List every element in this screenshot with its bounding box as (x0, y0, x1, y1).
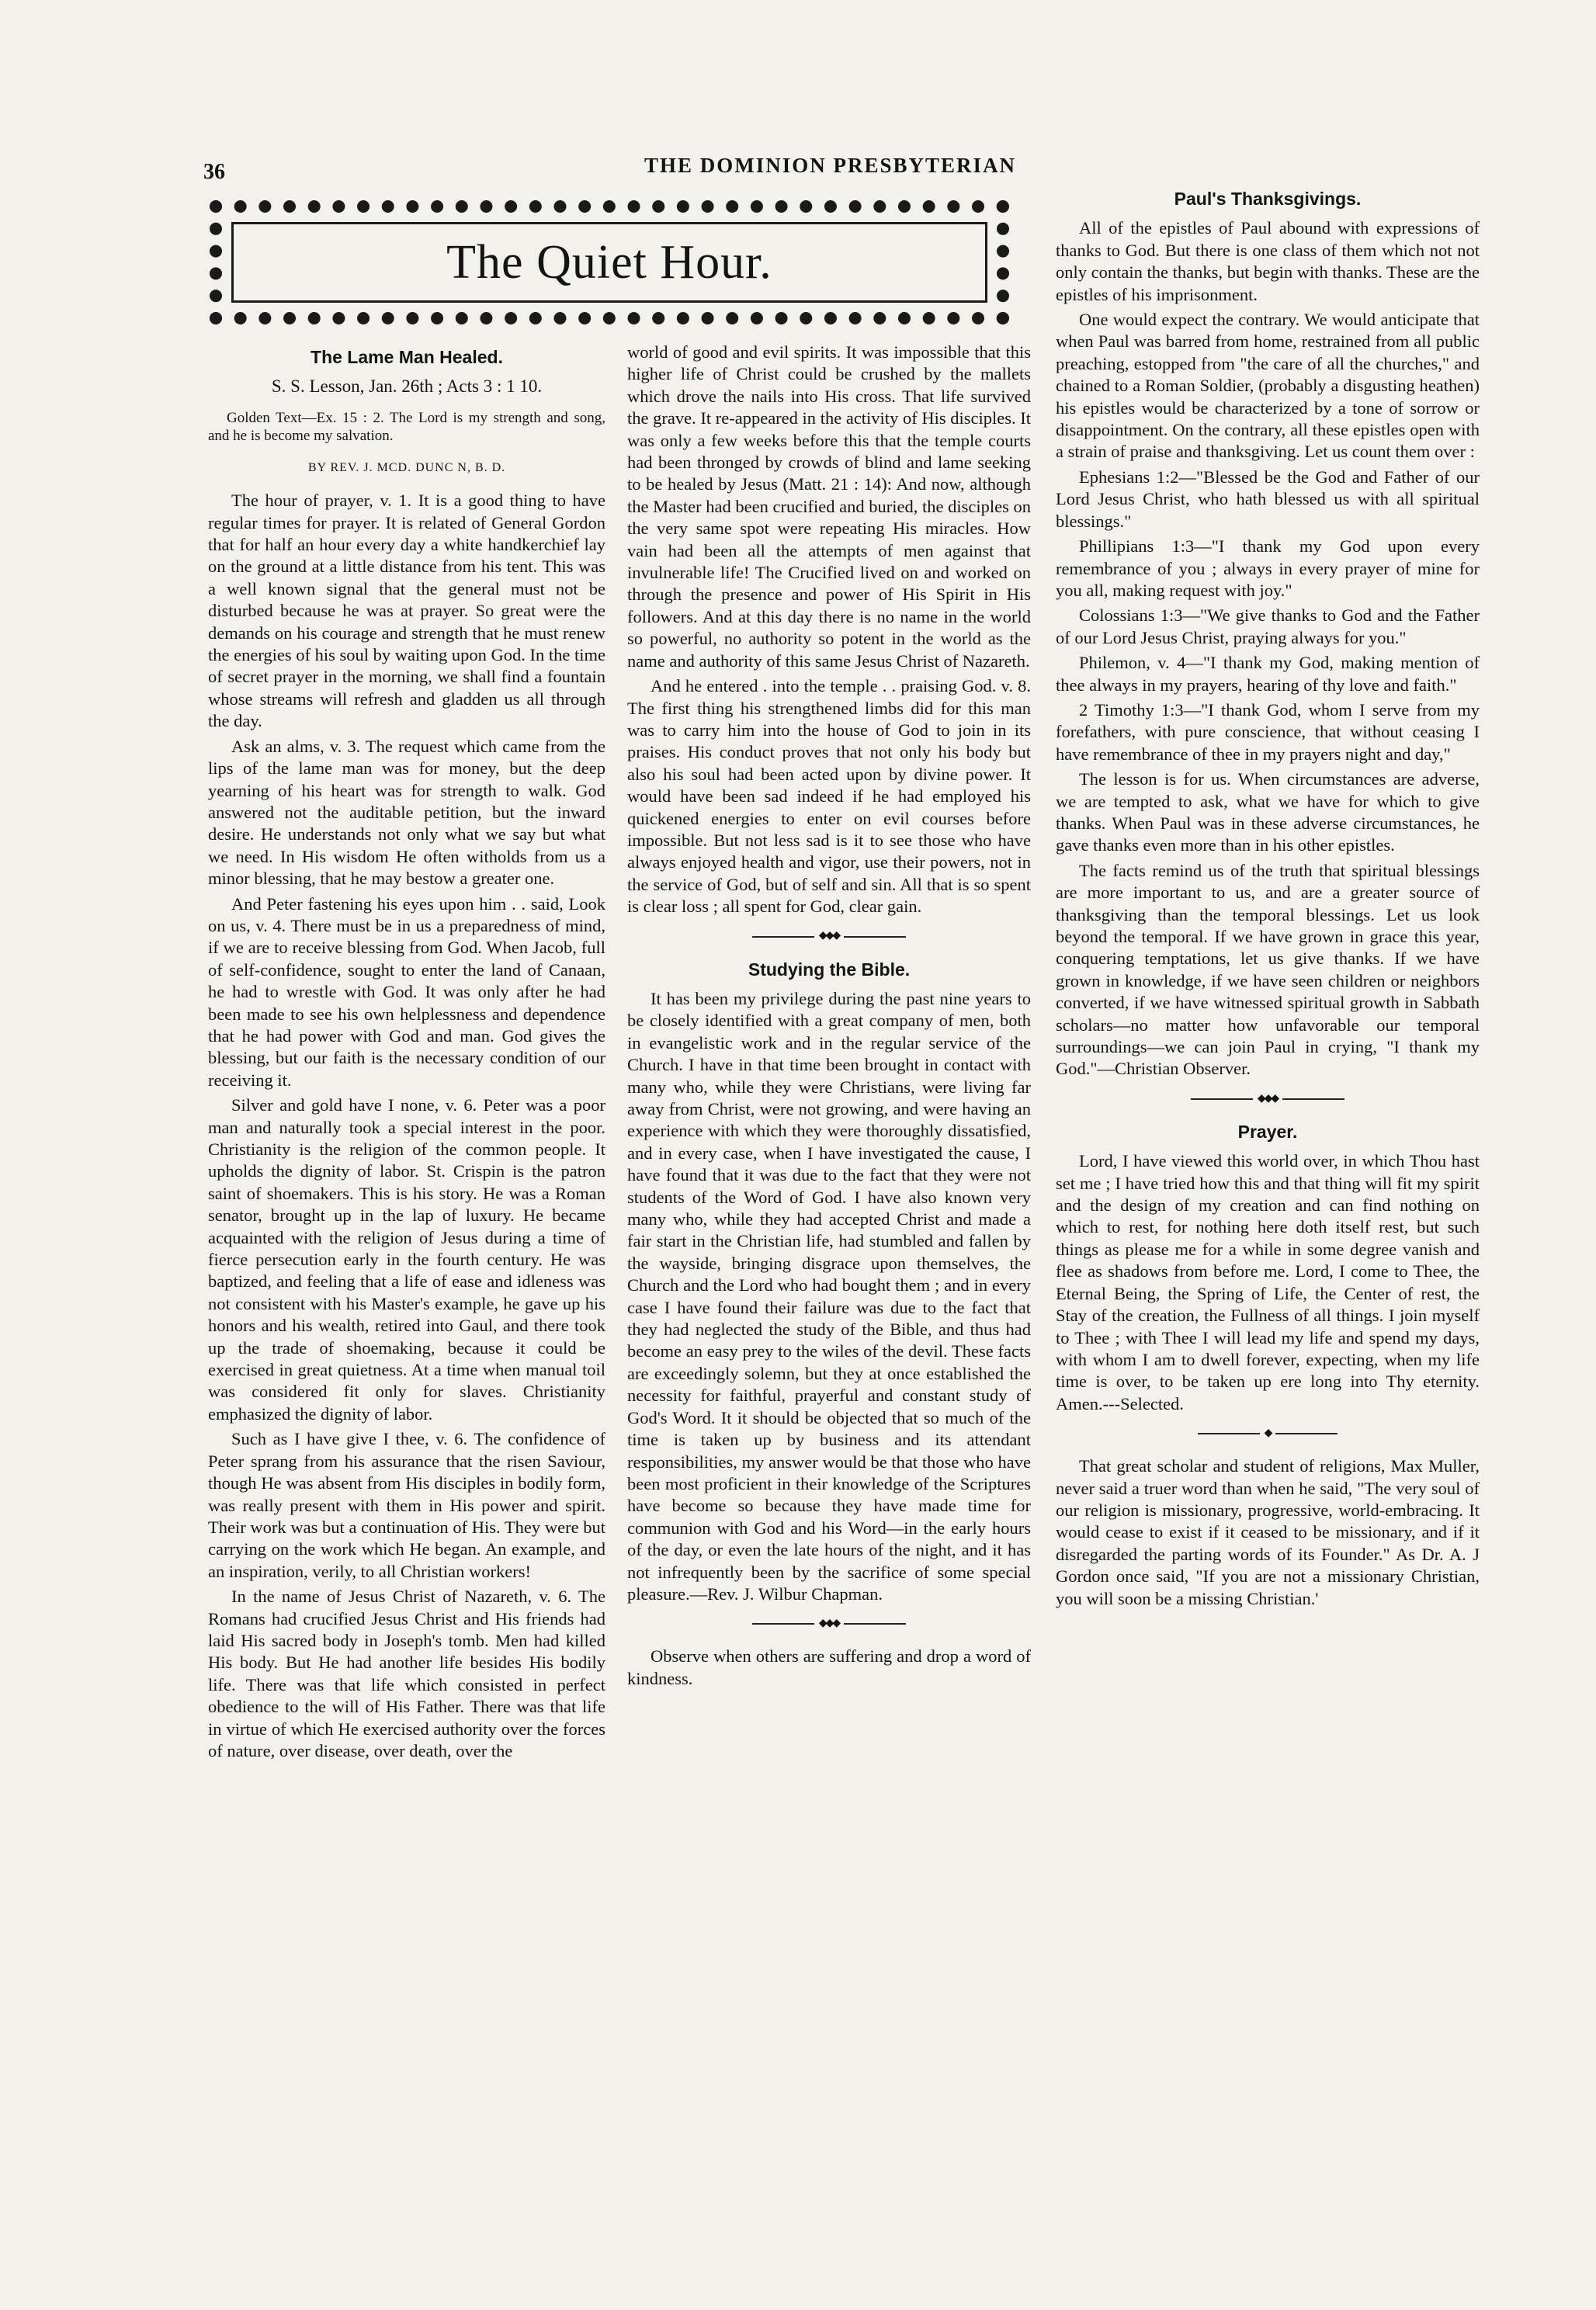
banner-frame (231, 222, 987, 303)
paragraph: All of the epistles of Paul abound with expressions of thanks to God. But there is one class of them which not not only contain the thanks, but begin with thanks. These are the epistles of his imprisonment. (1056, 218, 1480, 304)
paragraph: In the name of Jesus Christ of Nazareth, v. 6. The Romans had crucified Jesus Christ and His friends had laid His sacred body in Joseph's tomb. Men had killed His body. But He had another life besides His bodily life. There was that life which consisted in perfect obedience to the will of His Father. There was that life in virtue of which He exercised authority over the forces of nature, over disease, over death, over the (208, 1587, 605, 1760)
paragraph: Silver and gold have I none, v. 6. Peter was a poor man and naturally took a special interest in the poor. Christianity is the religion of the common people. It upholds the dignity of labor. St. Crispin is the patron saint of shoemakers. This is his story. He was a Roman senator, brought up in the lap of luxury. He became acquainted with the religion of Jesus during a time of fierce persecution early in the fourth century. He was baptized, and feeling that a life of ease and idleness was not consistent with his Master's example, he gave up his honors and his wealth, retired into Gaul, and there took up the trade of shoemaking, because it could be exercised in great quietness. At a time when manual toil was considered fit only for slaves. Christianity emphasized the dignity of labor. (208, 1095, 605, 1424)
section-separator: ◆◆◆ (627, 932, 1031, 942)
section-separator: ◆◆◆ (627, 1619, 1031, 1628)
article-heading-thanksgivings: Paul's Thanksgivings. (1174, 189, 1362, 209)
paragraph: That great scholar and student of religions, Max Muller, never said a truer word than when he said, "The very soul of our religion is missionary, progressive, world-embracing. It would cease to exist if it ceased to be missionary, and if it disregarded the parting words of its Founder." As Dr. A. J Gordon once said, "If you are not a missionary Christian, you will soon be a missing Christian.' (1056, 1456, 1480, 1608)
paragraph: And Peter fastening his eyes upon him . . said, Look on us, v. 4. There must be in us a preparedness of mind, if we are to receive blessing from God. When Jacob, full of self-confidence, sought to enter the land of Canaan, he had to wrestle with God. It was only after he had been made to see his own helplessness and dependence that he had power with God and man. God gives the blessing, but our faith is the necessary condition of our receiving it. (208, 893, 605, 1090)
lesson-reference: S. S. Lesson, Jan. 26th ; Acts 3 : 1 10. (271, 376, 543, 397)
article-heading-studying-bible: Studying the Bible. (748, 959, 911, 980)
paragraph: Lord, I have viewed this world over, in which Thou hast set me ; I have tried how this and that thing will fit my spirit and the design of my creation and can find nothing on which to rest, for nothing here doth itself rest, but such things as please me for a while in some degree vanish and flee as shadows from before me. Lord, I come to Thee, the Eternal Being, the Spring of Life, the Center of rest, the Stay of the creation, the Fullness of all things. I join myself to Thee ; with Thee I will lead my life and spend my days, with whom I am to dwell forever, expecting, when my life time is over, to be taken up ere long into Thy eternity. Amen.---Selected. (1056, 1151, 1480, 1413)
page-number: 36 (203, 160, 225, 184)
paragraph: Philemon, v. 4—"I thank my God, making mention of thee always in my prayers, hearing of thy love and faith." (1056, 653, 1480, 695)
section-title: The Quiet Hour. (446, 235, 772, 289)
paragraph: The facts remind us of the truth that spiritual blessings are more important to us, and are a greater source of thanksgiving than the temporal blessings. Let us look beyond the temporal. If we have grown in grace this year, conquering temptations, let us give thanks. If we have grown in knowledge, if we have seen children or neighbors converted, if we have witnessed spiritual growth in Sabbath scholars—no matter how unfavorable our temporal surroundings—we can join Paul in crying, "I thank my God."—Christian Observer. (1056, 860, 1480, 1079)
column-left (208, 342, 605, 1765)
column-right (1056, 183, 1480, 1613)
column-middle (627, 342, 1031, 1693)
section-separator: ◆◆◆ (1056, 1094, 1480, 1104)
paragraph: 2 Timothy 1:3—"I thank God, whom I serve from my forefathers, with pure conscience, that without ceasing I have remembrance of thee in my prayers night and day," (1056, 699, 1480, 764)
paragraph: Ask an alms, v. 3. The request which came from the lips of the lame man was for money, but the deep yearning of his heart was for strength to walk. God answered not the auditable petition, but the inward desire. He understands not only what we say but what we need. In His wisdom He often witholds from us a minor blessing, that he may bestow a greater one. (208, 736, 605, 889)
article-byline: BY REV. J. MCD. DUNC N, B. D. (307, 460, 506, 474)
paragraph: The lesson is for us. When circumstances are adverse, we are tempted to ask, what we have for which to give thanks. When Paul was in these adverse circumstances, he gave thanks even more than in his other epistles. (1056, 769, 1480, 855)
closing-note: Observe when others are suffering and drop a word of kindness. (627, 1646, 1031, 1688)
paragraph-continued: world of good and evil spirits. It was impossible that this higher life of Christ could be crushed by the mallets which drove the nails into His cross. That life survived the grave. It re-appeared in the activity of His disciples. It was only a few weeks before this that the temple courts had been thronged by crowds of blind and lame seeking to be healed by Jesus (Matt. 21 : 14): And now, although the Master had been crucified and buried, the disciples on the very same spot were repeating His miracles. How vain had been all the attempts of men against that invulnerable life! The Crucified lived on and worked on through the presence and power of His Spirit in His followers. And at this day there is no name in the world so powerful, no authority so potent in the world as the name and authority of this same Jesus Christ of Nazareth. (627, 342, 1031, 671)
paragraph: Ephesians 1:2—"Blessed be the God and Father of our Lord Jesus Christ, who hath blessed us with all spiritual blessings." (1056, 467, 1480, 531)
article-heading-prayer: Prayer. (1237, 1121, 1298, 1142)
golden-text: Golden Text—Ex. 15 : 2. The Lord is my strength and song, and he is become my salvation. (208, 409, 605, 444)
paragraph: And he entered . into the temple . . praising God. v. 8. The first thing his strengthened limbs did for this man was to carry him into the house of God to join in its praises. His conduct proves that not only his body but also his soul had been acted upon by divine power. It would have been sad indeed if he had employed his quickened energies to enter on evil courses before impossible. But not less sad is it to see those who have always enjoyed health and vigor, use their powers, not in the service of God, but of self and sin. All that is so spent is clear loss ; all spent for God, clear gain. (627, 676, 1031, 917)
paragraph: Such as I have give I thee, v. 6. The confidence of Peter sprang from his assurance that the risen Saviour, though He was absent from His disciples in bodily form, was really present with them in His power and spirit. Their work was but a continuation of His. They were but carrying on the work which He began. An example, and an inspiration, verily, to all Christian workers! (208, 1429, 605, 1581)
paragraph: Colossians 1:3—"We give thanks to God and the Father of our Lord Jesus Christ, praying always for you." (1056, 605, 1480, 647)
paragraph: The hour of prayer, v. 1. It is a good thing to have regular times for prayer. It is related of General Gordon that for half an hour every day a white handkerchief lay on the ground at a little distance from his tent. This was a well known signal that the general must not be disturbed because he was at prayer. So great were the demands on his courage and strength that he must renew the energies of his soul by waiting upon God. In the time of secret prayer in the morning, we shall find a fountain whose streams will refresh and gladden us all through the day. (208, 491, 606, 731)
article-heading-lame-man: The Lame Man Healed. (311, 347, 503, 367)
paragraph: It has been my privilege during the past nine years to be closely identified with a great company of men, both in evangelistic work and in the regular service of the Church. I have in that time been brought in contact with many who, while they were Christians, were living far away from Christ, were not growing, and were having an experience with which they were thoroughly dissatisfied, and in every case, when I have investigated the cause, I have found that it was due to the fact that they were not students of the Word of God. I have also known very many who, while they had accepted Christ and made a fair start in the Christian life, had stumbled and fallen by the wayside, bringing disgrace upon themselves, the Church and the Lord who had bought them ; and in every case I have found their failure was due to the fact that they had neglected the study of the Bible, and thus had become an easy prey to the wiles of the devil. These facts are exceedingly solemn, but they at once established the necessity for faithful, prayerful and constant study of God's Word. It it should be objected that so much of the time is taken up by business and its attendant responsibilities, my answer would be that those who have been most proficient in their knowledge of the Scriptures have become so because they have made time for communion with God and his Word—in the early hours of the day, or even the late hours of the night, and it has not infrequently been by the sacrifice of some special pleasure.—Rev. J. Wilbur Chapman. (627, 988, 1031, 1604)
paragraph: One would expect the contrary. We would anticipate that when Paul was barred from home, restrained from all public preaching, estopped from "the care of all the churches," and chained to a Roman Soldier, (probably a disgusting heathen) his epistles would be characterized by a tone of sorrow or disappointment. On the contrary, all these epistles open with a strain of praise and thanksgiving. Let us count them over : (1056, 310, 1480, 462)
section-banner (210, 200, 1009, 324)
section-separator: ◆ (1056, 1429, 1480, 1438)
paragraph: Phillipians 1:3—"I thank my God upon every remembrance of you ; always in every prayer of mine for you all, making request with joy." (1056, 536, 1480, 600)
journal-title: THE DOMINION PRESBYTERIAN (644, 154, 1017, 177)
